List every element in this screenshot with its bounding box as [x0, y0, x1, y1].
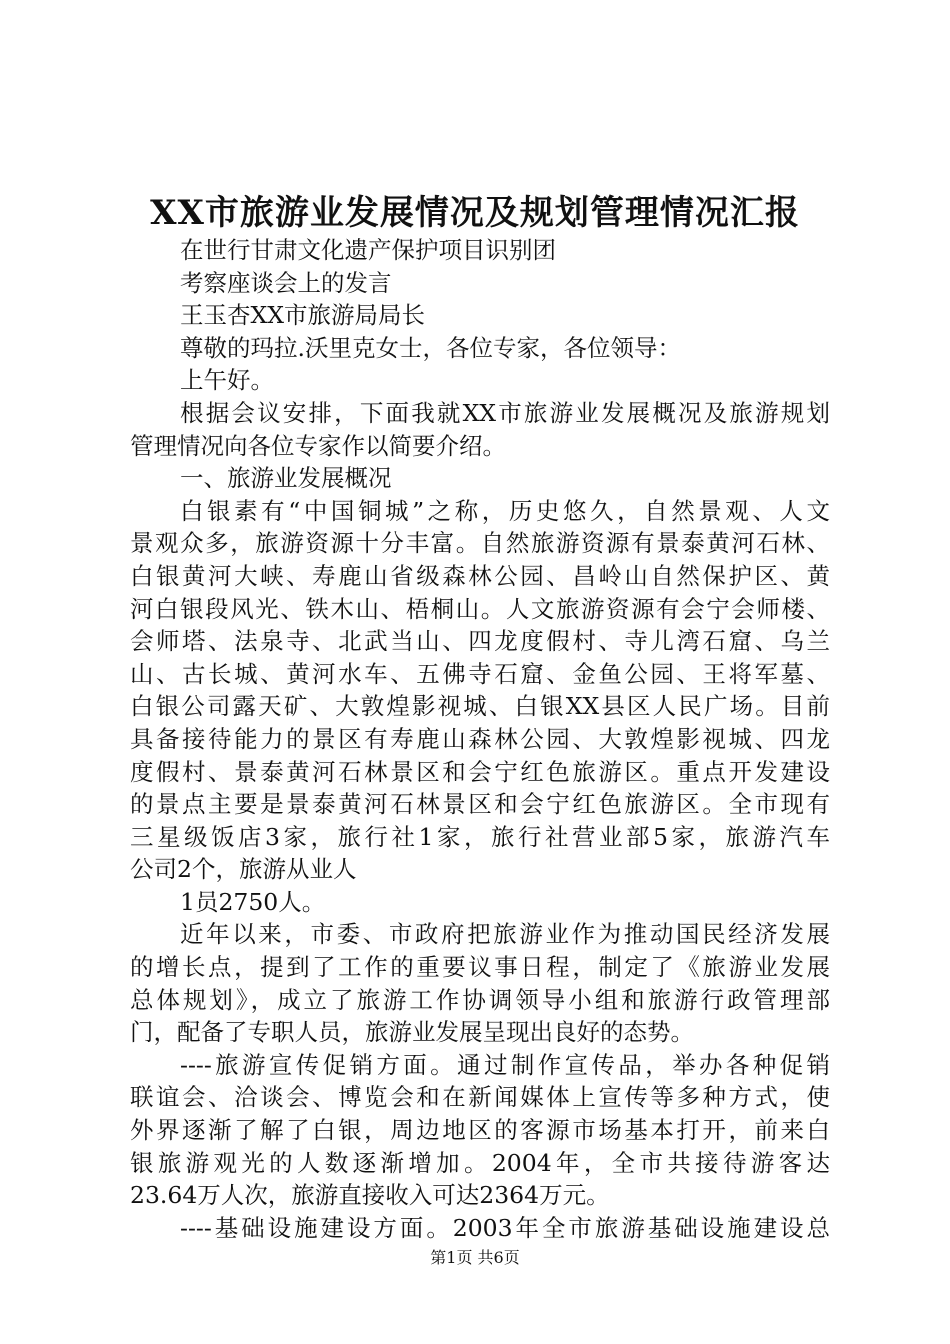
document-title: XX市旅游业发展情况及规划管理情况汇报 [150, 193, 800, 233]
body-line: 一、旅游业发展概况 [180, 464, 392, 493]
body-line: 公司2个，旅游从业人 [130, 855, 357, 884]
body-line: 银旅游观光的人数逐渐增加。2004年，全市共接待游客达 [130, 1148, 830, 1177]
body-line: 联谊会、洽谈会、博览会和在新闻媒体上宣传等多种方式，使 [130, 1083, 830, 1112]
body-line: 尊敬的玛拉.沃里克女士，各位专家，各位领导： [180, 333, 681, 362]
body-line: ----旅游宣传促销方面。通过制作宣传品，举办各种促销 [180, 1050, 830, 1079]
body-line: 山、古长城、黄河水车、五佛寺石窟、金鱼公园、王将军墓、 [130, 659, 830, 688]
body-line: 在世行甘肃文化遗产保护项目识别团 [180, 236, 556, 264]
body-line: 门，配备了专职人员，旅游业发展呈现出良好的态势。 [130, 1018, 694, 1047]
body-line: 景观众多，旅游资源十分丰富。自然旅游资源有景泰黄河石林、 [130, 529, 830, 558]
body-line: 白银黄河大峡、寿鹿山省级森林公园、昌岭山自然保护区、黄 [130, 561, 830, 590]
body-line: 白银公司露天矿、大敦煌影视城、白银XX县区人民广场。目前 [130, 692, 830, 721]
body-line: 具备接待能力的景区有寿鹿山森林公园、大敦煌影视城、四龙 [130, 724, 830, 753]
body-line: 近年以来，市委、市政府把旅游业作为推动国民经济发展 [180, 920, 830, 949]
body-line: 的景点主要是景泰黄河石林景区和会宁红色旅游区。全市现有 [130, 790, 830, 819]
body-line: 管理情况向各位专家作以简要介绍。 [130, 431, 506, 460]
page-footer: 第1页 共6页 [430, 1248, 520, 1267]
body-line: 河白银段风光、铁木山、梧桐山。人文旅游资源有会宁会师楼、 [130, 594, 830, 623]
body-line: 会师塔、法泉寺、北武当山、四龙度假村、寺儿湾石窟、乌兰 [130, 627, 830, 656]
body-line: 白银素有“中国铜城”之称，历史悠久，自然景观、人文 [180, 496, 830, 525]
body-line: 的增长点，提到了工作的重要议事日程，制定了《旅游业发展 [130, 953, 830, 982]
body-line: 1员2750人。 [180, 887, 326, 916]
document-body [130, 234, 830, 1244]
body-line: 王玉杏XX市旅游局局长 [180, 301, 425, 330]
body-line: 考察座谈会上的发言 [180, 268, 392, 297]
body-line: 总体规划》，成立了旅游工作协调领导小组和旅游行政管理部 [130, 985, 830, 1014]
body-line: 三星级饭店3家，旅行社1家，旅行社营业部5家，旅游汽车 [130, 822, 830, 851]
body-line: 根据会议安排，下面我就XX市旅游业发展概况及旅游规划 [180, 398, 830, 427]
body-line: 23.64万人次，旅游直接收入可达2364万元。 [130, 1181, 610, 1210]
body-line: 上午好。 [180, 366, 274, 395]
body-line: 度假村、景泰黄河石林景区和会宁红色旅游区。重点开发建设 [130, 757, 830, 786]
body-line: ----基础设施建设方面。2003年全市旅游基础设施建设总 [180, 1213, 830, 1242]
body-line: 外界逐渐了解了白银，周边地区的客源市场基本打开，前来白 [130, 1116, 830, 1145]
